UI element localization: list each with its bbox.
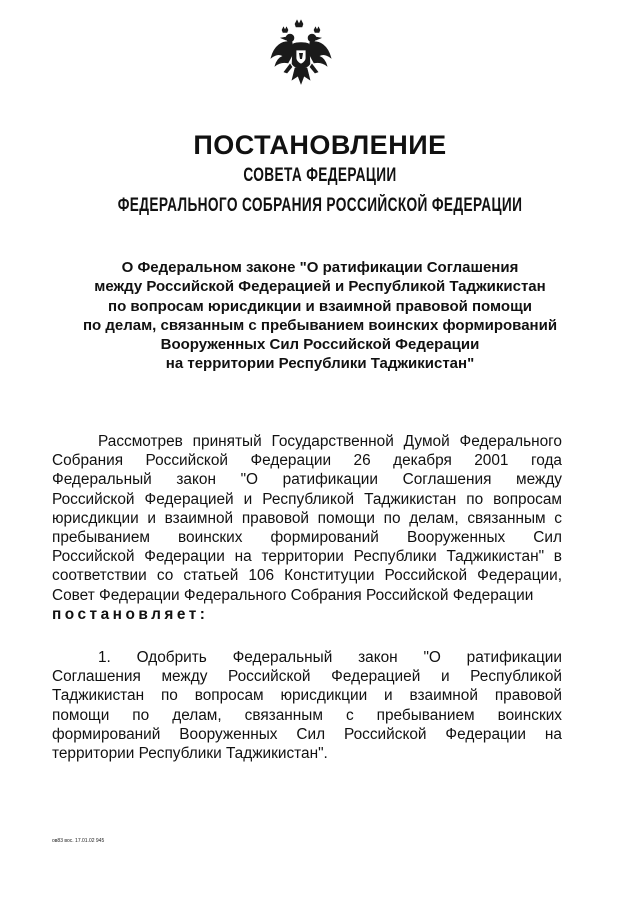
document-subject — [40, 258, 600, 374]
paragraph-line: Российской Федерации на территории Республики Таджикистан" в — [52, 548, 562, 566]
preamble-paragraph — [52, 432, 562, 624]
paragraph-line: пребыванием воинских формирований Вооруженных Сил — [52, 529, 562, 547]
resolution-item-1 — [52, 648, 562, 763]
footer-registration-code: ов83 вос. 17.01.02 945 — [52, 838, 105, 844]
document-title: ПОСТАНОВЛЕНИЕ — [193, 130, 447, 160]
paragraph-line: Собрания Российской Федерации 26 декабря 2001 года — [52, 452, 562, 470]
paragraph-line: Рассмотрев принятый Государственной Думой Федерального — [98, 433, 562, 450]
double-headed-eagle-icon — [268, 18, 334, 90]
subject-line: по делам, связанным с пребыванием воинских формирований — [82, 316, 558, 334]
paragraph-line: 1. Одобрить Федеральный закон "О ратификации — [98, 649, 562, 666]
paragraph-line: Соглашения между Российской Федерацией и Республикой — [52, 668, 562, 686]
subject-line: на территории Республики Таджикистан" — [165, 355, 475, 373]
paragraph-line: формирований Вооруженных Сил Российской Федерации на — [52, 725, 562, 743]
paragraph-line: Таджикистан по вопросам юрисдикции и взаимной правовой — [52, 687, 562, 705]
paragraph-line: территории Республики Таджикистан". — [52, 745, 328, 763]
paragraph-line: Российской Федерацией и Республикой Таджикистан по вопросам — [52, 490, 562, 508]
resolves-word: постановляет: — [52, 605, 209, 623]
paragraph-line: Совет Федерации Федерального Собрания Российской Федерации — [52, 586, 534, 604]
subject-line: Вооруженных Сил Российской Федерации — [160, 336, 480, 354]
subject-line: между Российской Федерацией и Республикой Таджикистан — [94, 278, 546, 296]
paragraph-line: юрисдикции и взаимной правовой помощи по делам, связанным с — [52, 509, 562, 527]
paragraph-line: помощи по делам, связанным с пребыванием воинских — [52, 706, 562, 724]
paragraph-line: Федеральный закон "О ратификации Соглашения между — [52, 471, 562, 489]
issuer-line-2: ФЕДЕРАЛЬНОГО СОБРАНИЯ РОССИЙСКОЙ ФЕДЕРАЦИИ — [117, 195, 523, 216]
paragraph-line: соответствии со статьей 106 Конституции Российской Федерации, — [52, 567, 562, 585]
subject-line: О Федеральном законе "О ратификации Соглашения — [121, 259, 519, 276]
issuer-line-1: СОВЕТА ФЕДЕРАЦИИ — [243, 165, 397, 186]
resolution-word-line — [52, 605, 562, 624]
subject-line: по вопросам юрисдикции и взаимной правовой помощи — [108, 297, 532, 315]
